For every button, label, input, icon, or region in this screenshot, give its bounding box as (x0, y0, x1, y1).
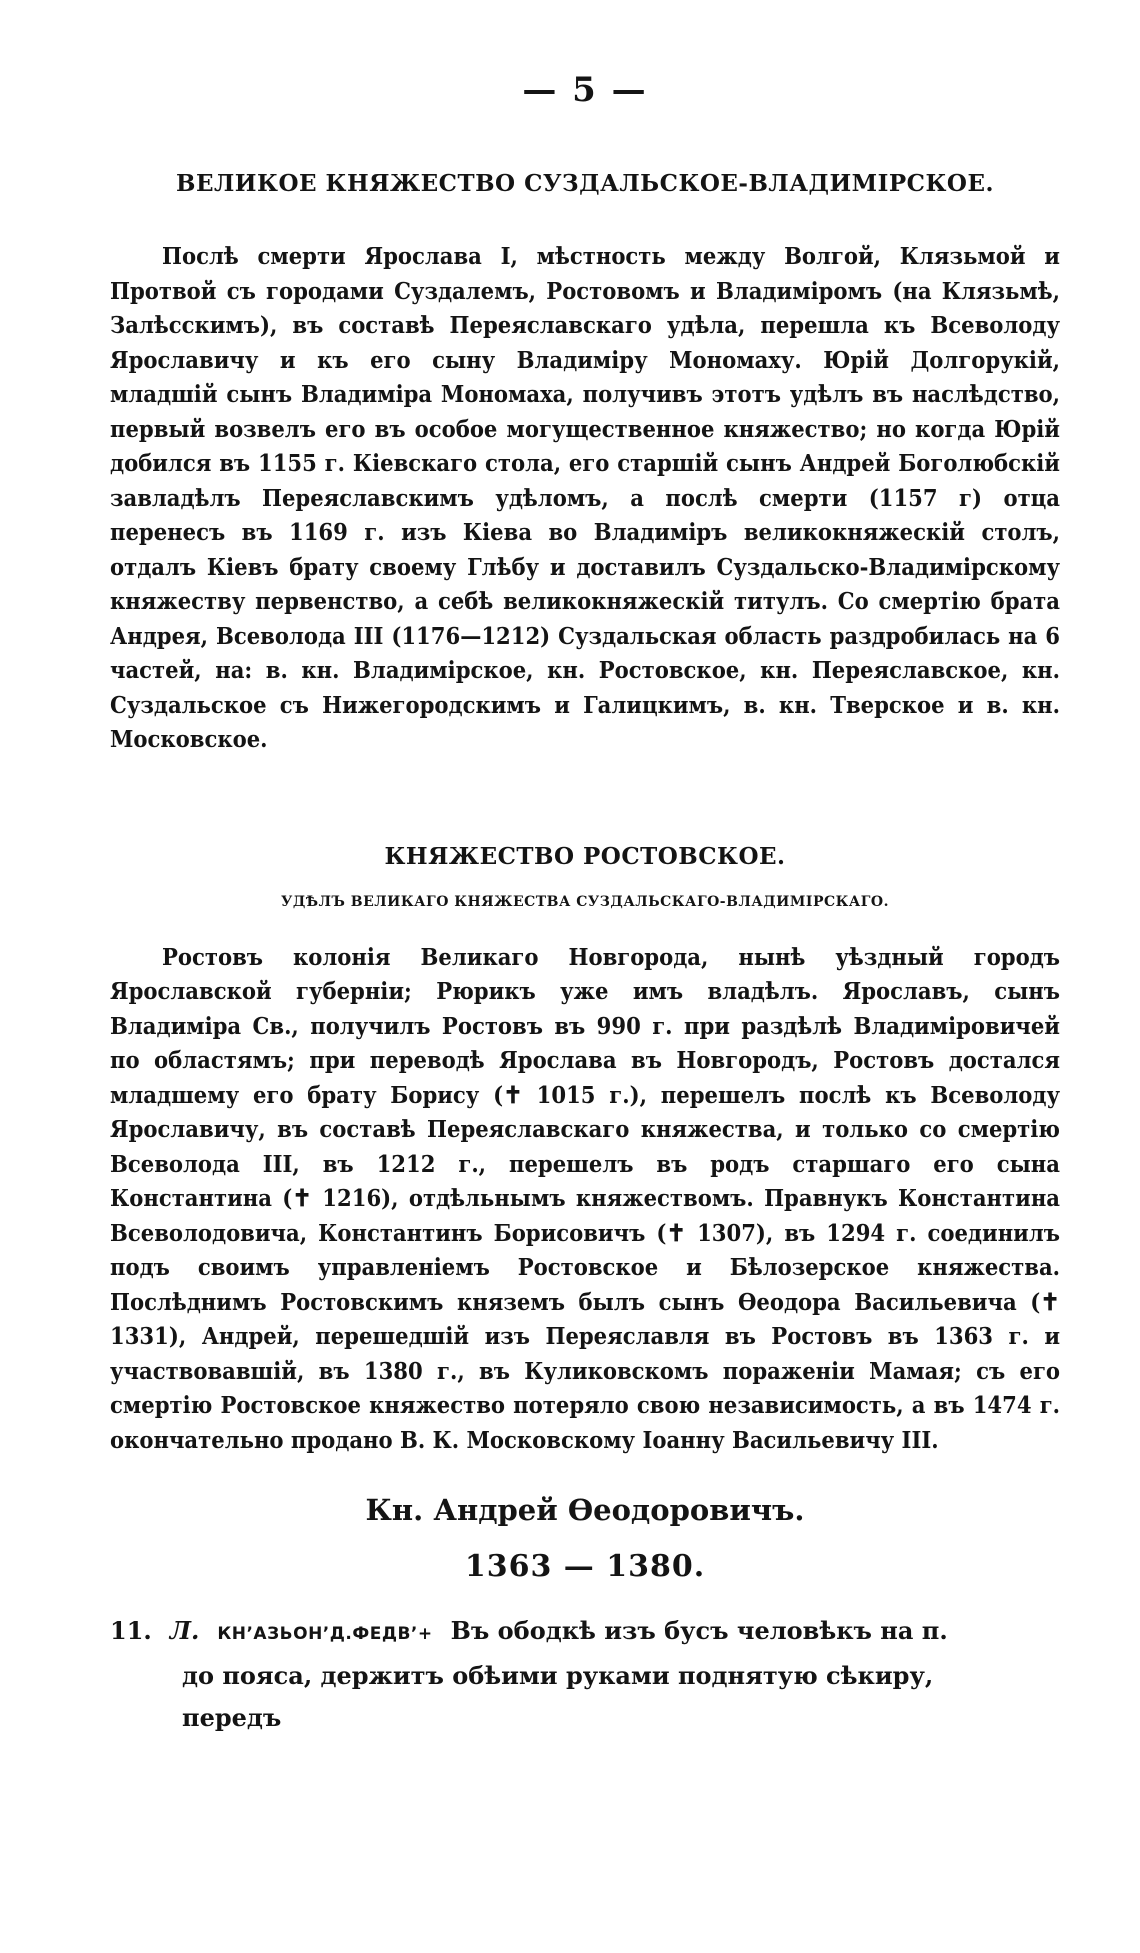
section-suzdal-vladimir (110, 170, 1060, 757)
entry-description: Въ ободкѣ изъ бусъ человѣкъ на п. (450, 1616, 948, 1645)
catalog-entry-continuation: до пояса, держитъ обѣими руками поднятую сѣкиру, передъ (182, 1661, 934, 1732)
section-title: ВЕЛИКОЕ КНЯЖЕСТВО СУЗДАЛЬСКОЕ-ВЛАДИМІРСКОЕ. (176, 170, 994, 197)
catalog-entry (110, 1610, 970, 1739)
catalog-entry-line (110, 1610, 970, 1655)
prince-heading: Кн. Андрей Ѳеодоровичъ. (365, 1493, 805, 1527)
entry-number: 11. (110, 1616, 152, 1645)
section-subtitle: УДѢЛЪ ВЕЛИКАГО КНЯЖЕСТВА СУЗДАЛЬСКАГО-ВЛАДИМІРСКАГО. (281, 893, 889, 910)
reign-years: 1363 — 1380. (464, 1549, 706, 1584)
section-title: КНЯЖЕСТВО РОСТОВСКОЕ. (384, 842, 786, 870)
section-paragraph: Послѣ смерти Ярослава I, мѣстность между Волгой, Клязьмой и Протвой съ городами Суздалемъ, Ростовомъ и Владиміромъ (на Клязьмѣ, Залѣсскимъ), въ составѣ Переяславскаго удѣла, перешла къ Всеволоду Ярославичу и къ его сыну Владиміру Мономаху. Юрій Долгорукій, младшій сынъ Владиміра Мономаха, получивъ этотъ удѣлъ въ наслѣдство, первый возвелъ его въ особое могущественное княжество; но когда Юрій добился въ 1155 г. Кіевскаго стола, его старшій сынъ Андрей Боголюбскій завладѣлъ Переяславскимъ удѣломъ, а послѣ смерти (1157 г) отца перенесъ въ 1169 г. изъ Кіева во Владиміръ великокняжескій столъ, отдалъ Кіевъ брату своему Глѣбу и доставилъ Суздальско-Владимірскому княжеству первенство, а себѣ великокняжескій титулъ. Со смертію брата Андрея, Всеволода III (1176—1212) Суздальская область раздробилась на 6 частей, на: в. кн. Владимірское, кн. Ростовское, кн. Переяславское, кн. Суздальское съ Нижегородскимъ и Галицкимъ, в. кн. Тверское и в. кн. Московское. (110, 242, 1060, 753)
document-page (110, 70, 1060, 1739)
coin-legend: КН’АЗЬОН’Д.ФЕДВ’+ (217, 1624, 433, 1644)
section-rostov (110, 843, 1060, 1458)
entry-side: Л. (169, 1616, 200, 1645)
page-number: — 5 — (522, 70, 648, 110)
section-paragraph: Ростовъ колонія Великаго Новгорода, нынѣ уѣздный городъ Ярославской губерніи; Рюрикъ уже имъ владѣлъ. Ярославъ, сынъ Владиміра Св., получилъ Ростовъ въ 990 г. при раздѣлѣ Владиміровичей по областямъ; при переводѣ Ярослава въ Новгородъ, Ростовъ достался младшему его брату Борису (✝ 1015 г.), перешелъ послѣ къ Всеволоду Ярославичу, въ составѣ Переяславскаго княжества, и только со смертію Всеволода III, въ 1212 г., перешелъ въ родъ старшаго его сына Константина (✝ 1216), отдѣльнымъ княжествомъ. Правнукъ Константина Всеволодовича, Константинъ Борисовичъ (✝ 1307), въ 1294 г. соединилъ подъ своимъ управленіемъ Ростовское и Бѣлозерское княжества. Послѣднимъ Ростовскимъ княземъ былъ сынъ Ѳеодора Васильевича (✝ 1331), Андрей, перешедшій изъ Переяславля въ Ростовъ въ 1363 г. и участвовавшій, въ 1380 г., въ Куликовскомъ пораженіи Мамая; съ его смертію Ростовское княжество потеряло свою независимость, а въ 1474 г. окончательно продано В. К. Московскому Іоанну Васильевичу III. (110, 942, 1060, 1454)
